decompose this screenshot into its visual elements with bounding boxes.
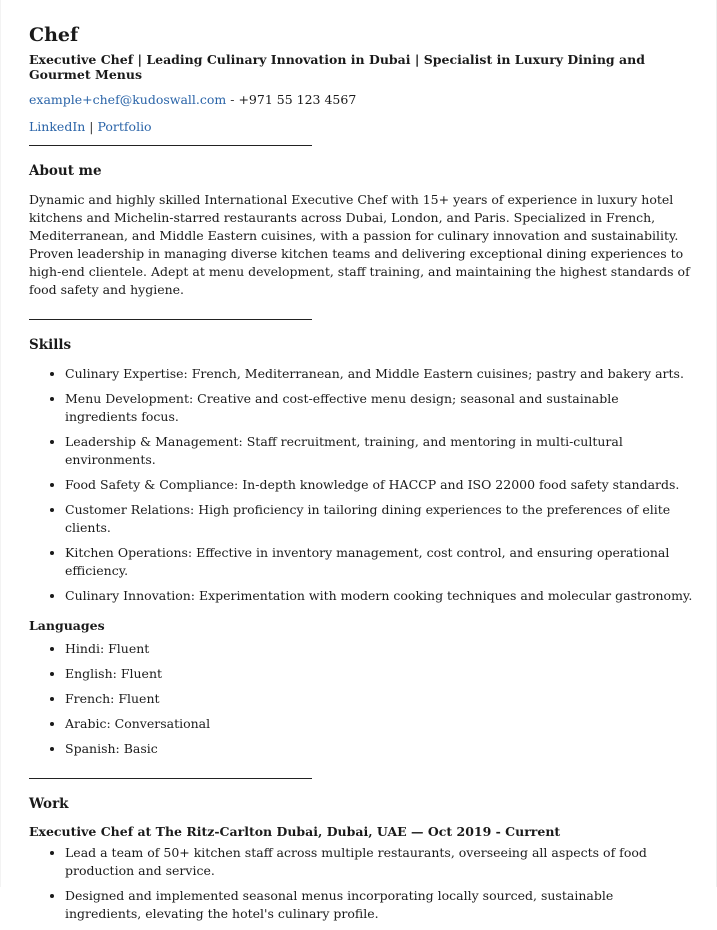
skill-item: • Food Safety & Compliance: In-depth knowledge of HACCP and ISO 22000 food safety standards. xyxy=(65,476,693,494)
about-title: About me xyxy=(29,163,102,179)
job-bullets xyxy=(29,844,693,923)
skill-item: • Culinary Expertise: French, Mediterranean, and Middle Eastern cuisines; pastry and bakery arts. xyxy=(65,365,693,383)
linkedin-link[interactable]: LinkedIn xyxy=(29,119,86,134)
skill-item: • Kitchen Operations: Effective in inventory management, cost control, and ensuring operational efficiency. xyxy=(65,544,693,580)
links-separator: | xyxy=(85,119,98,134)
job-heading: Executive Chef at The Ritz-Carlton Dubai, Dubai, UAE — Oct 2019 - Current xyxy=(29,824,561,839)
skill-item: • Menu Development: Creative and cost-effective menu design; seasonal and sustainable ingredients focus. xyxy=(65,390,693,426)
language-item: • English: Fluent xyxy=(65,665,693,683)
skill-item: • Leadership & Management: Staff recruitment, training, and mentoring in multi-cultural environments. xyxy=(65,433,693,469)
skill-item: • Culinary Innovation: Experimentation with modern cooking techniques and molecular gastronomy. xyxy=(65,587,693,605)
job-bullet: • Designed and implemented seasonal menus incorporating locally sourced, sustainable ingredients, elevating the hotel's culinary profile. xyxy=(65,887,693,923)
phone-number: +971 55 123 4567 xyxy=(238,92,357,107)
language-item: • Spanish: Basic xyxy=(65,740,693,758)
languages-title: Languages xyxy=(29,618,105,633)
portfolio-link[interactable]: Portfolio xyxy=(97,119,152,134)
contact-separator: - xyxy=(226,92,239,107)
skills-title: Skills xyxy=(29,337,72,353)
skill-item: • Customer Relations: High proficiency in tailoring dining experiences to the preferences of elite clients. xyxy=(65,501,693,537)
candidate-headline: Executive Chef | Leading Culinary Innovation in Dubai | Specialist in Luxury Dining and Gourmet Menus xyxy=(29,52,645,82)
skills-list xyxy=(29,365,693,605)
language-item: • French: Fluent xyxy=(65,690,693,708)
section-divider xyxy=(29,319,312,320)
section-divider xyxy=(29,145,312,146)
language-item: • Arabic: Conversational xyxy=(65,715,693,733)
languages-list xyxy=(29,640,693,758)
email-link[interactable]: example+chef@kudoswall.com xyxy=(29,92,227,107)
job-bullet: • Lead a team of 50+ kitchen staff across multiple restaurants, overseeing all aspects of food production and service. xyxy=(65,844,693,880)
candidate-name: Chef xyxy=(29,24,79,46)
contact-line xyxy=(29,92,693,108)
about-text: Dynamic and highly skilled International Executive Chef with 15+ years of experience in luxury hotel kitchens and Michelin-starred restaurants across Dubai, London, and Paris. Specialized in French, Mediterranean, and Middle Eastern cuisines, with a passion for culinary innovation and sustainability. Proven leadership in managing diverse kitchen teams and delivering exceptional dining experiences to high-end clientele. Adept at menu development, staff training, and maintaining the highest standards of food safety and hygiene. xyxy=(29,192,690,297)
section-divider xyxy=(29,778,312,779)
profile-links xyxy=(29,119,693,135)
resume-content xyxy=(29,22,693,930)
language-item: • Hindi: Fluent xyxy=(65,640,693,658)
work-title: Work xyxy=(29,796,69,812)
